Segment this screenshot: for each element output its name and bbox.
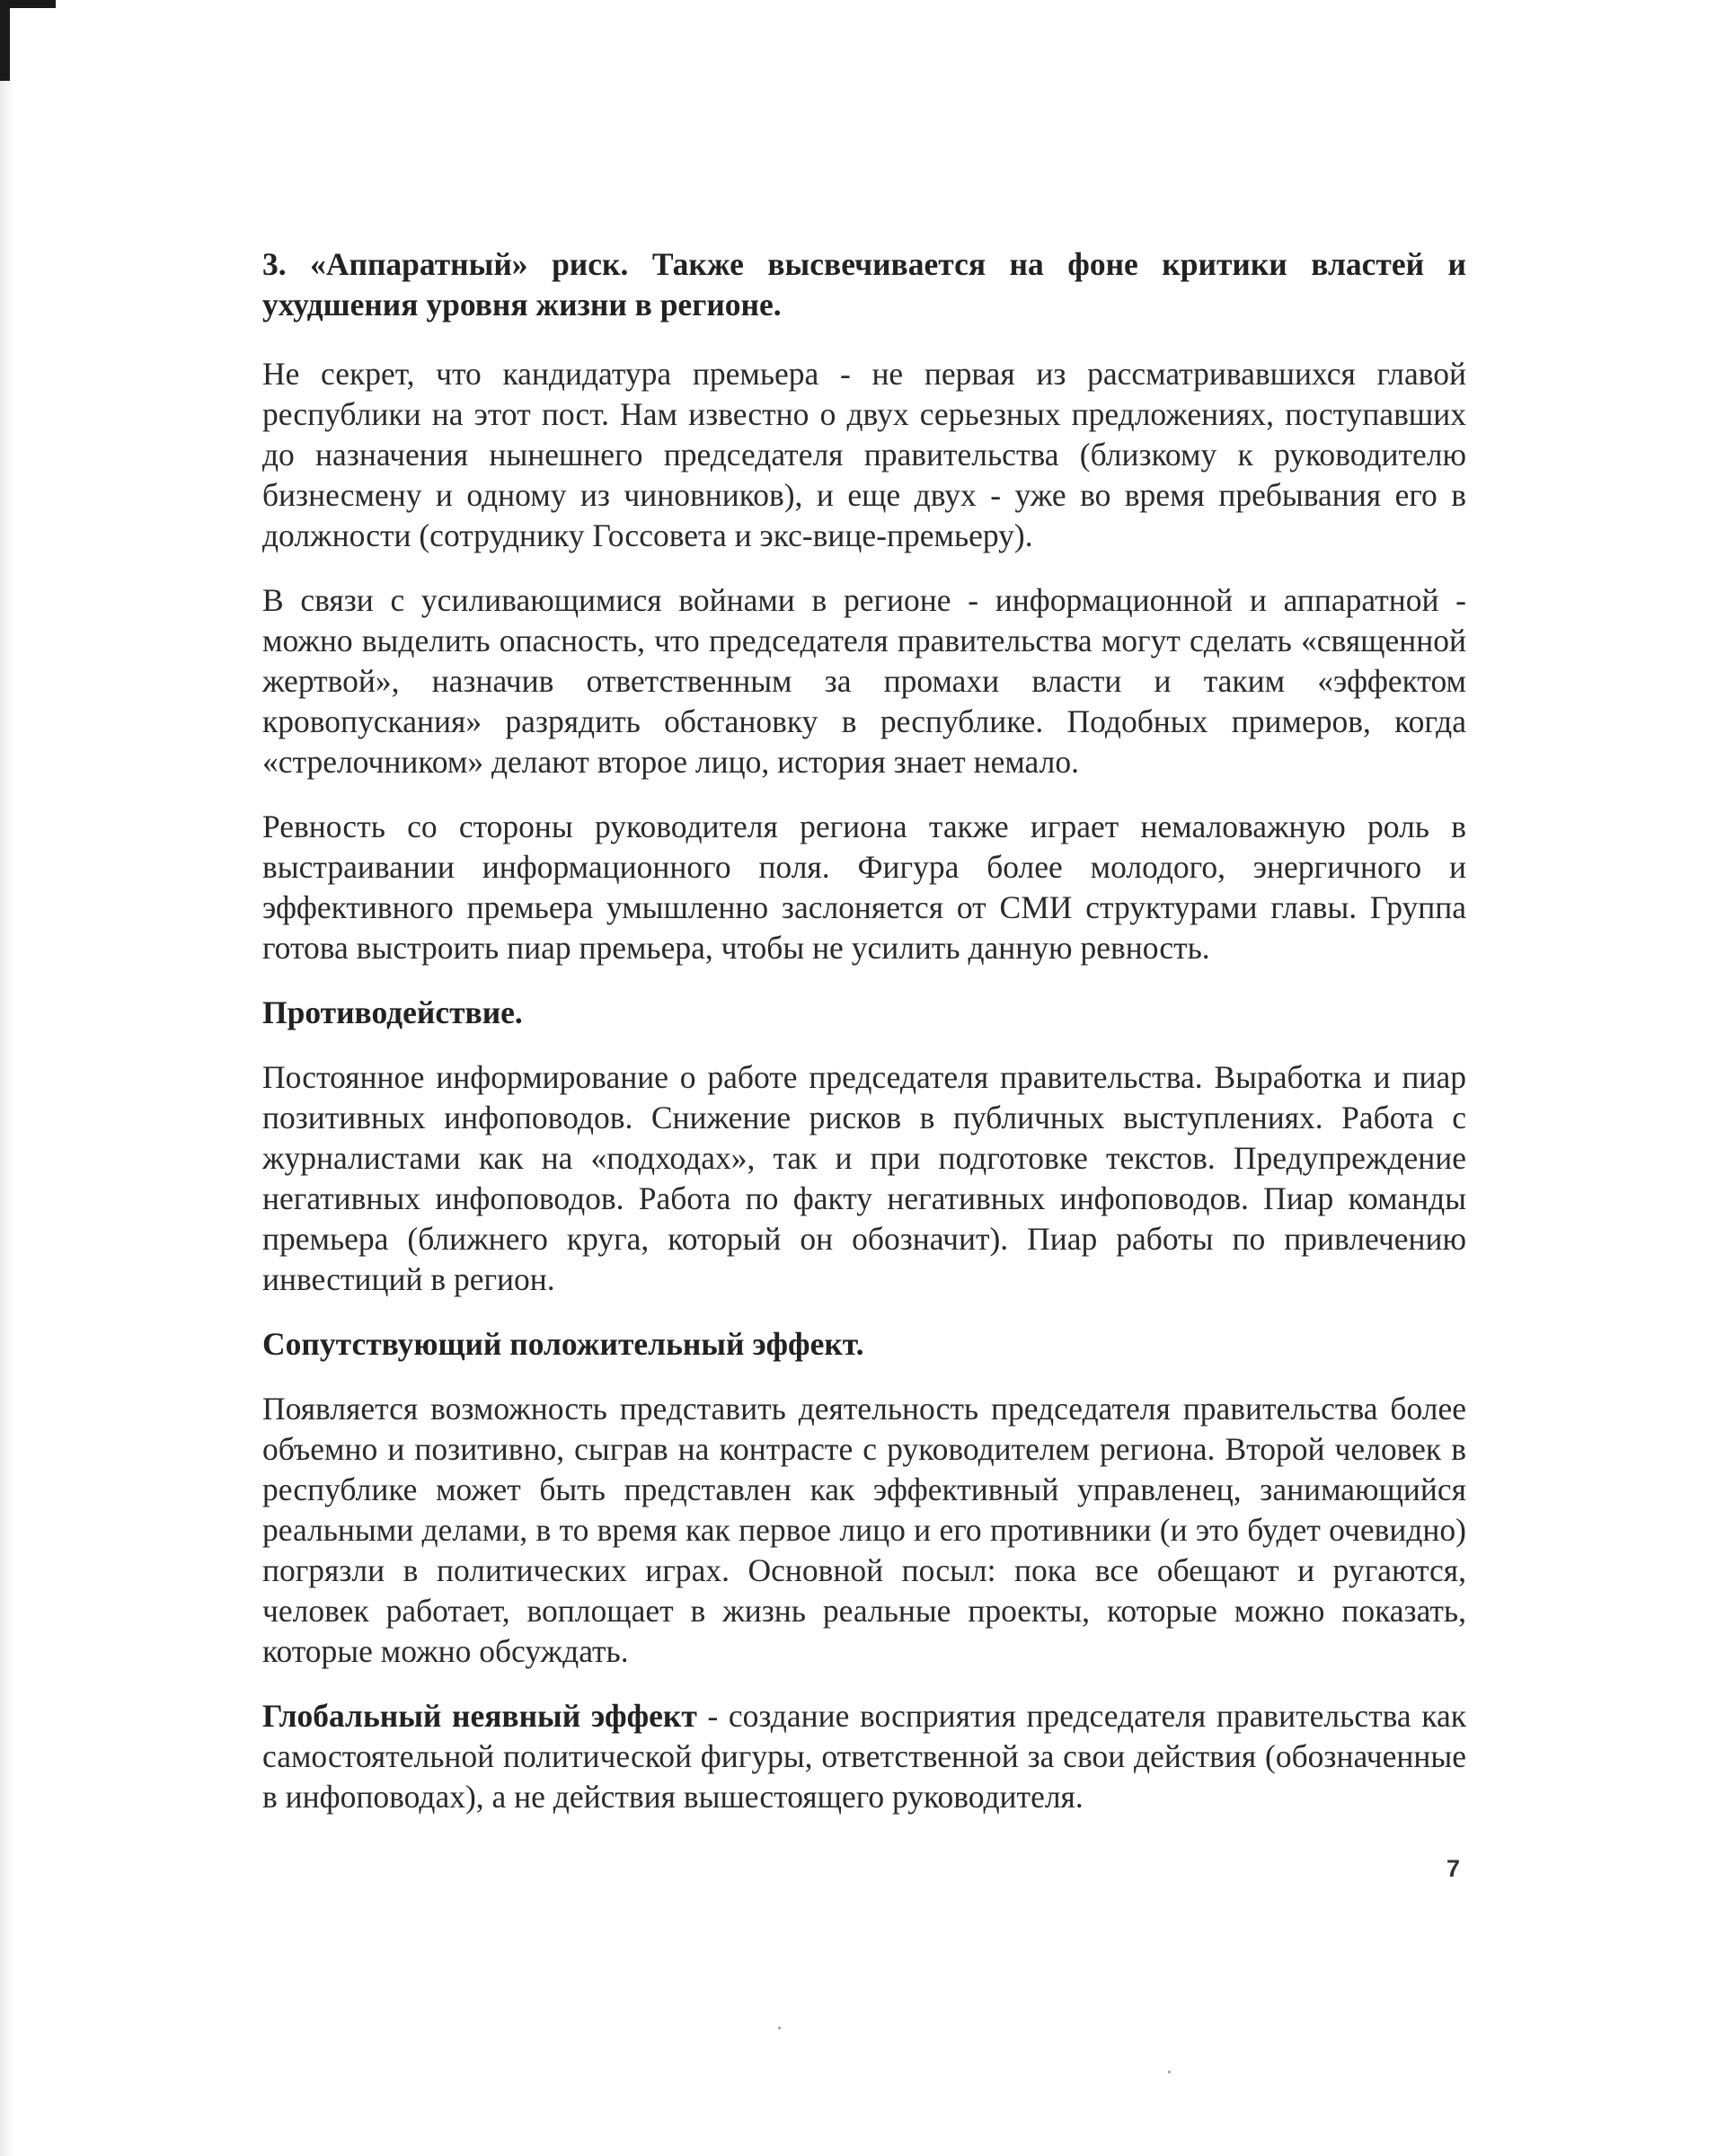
side-effect-text: Появляется возможность представить деятельность председателя правительства более объемно и позитивно, сыграв на контрасте с руководителем региона. Второй человек в республике может быть представлен как эффективный управленец, занимающийся реальными делами, в то время как первое лицо и его противники (и это будет очевидно) погрязли в политических играх. Основной посыл: пока все обещают и ругаются, человек работает, воплощает в жизнь реальные проекты, которые можно показать, которые можно обсуждать. (262, 1391, 1466, 1669)
corner-mark-vertical (0, 0, 10, 81)
document-body (262, 244, 1466, 1842)
global-effect-paragraph (262, 1696, 1466, 1817)
side-effect-heading: Сопутствующий положительный эффект. (262, 1326, 864, 1362)
scan-speck (1168, 2071, 1171, 2073)
scan-speck (778, 2027, 781, 2029)
counteraction-text: Постоянное информирование о работе председателя правительства. Выработка и пиар позитивных инфоповодов. Снижение рисков в публичных выступлениях. Работа с журналистами как на «подходах», так и при подготовке текстов. Предупреждение негативных инфоповодов. Работа по факту негативных инфоповодов. Пиар команды премьера (ближнего круга, который он обозначит). Пиар работы по привлечению инвестиций в регион. (262, 1059, 1466, 1297)
scan-corner-mark (0, 0, 22, 86)
paragraph-candidacy: Не секрет, что кандидатура премьера - не первая из рассматривавшихся главой республики на этот пост. Нам известно о двух серьезных предложениях, поступавших до назначения нынешнего председателя правительства (близкому к руководителю бизнесмену и одному из чиновников), и еще двух - уже во время пребывания его в должности (сотруднику Госсовета и экс-вице-премьеру). (262, 356, 1466, 553)
paragraph-jealousy: Ревность со стороны руководителя региона также играет немаловажную роль в выстраивании информационного поля. Фигура более молодого, энергичного и эффективного премьера умышленно заслоняется от СМИ структурами главы. Группа готова выстроить пиар премьера, чтобы не усилить данную ревность. (262, 808, 1466, 966)
scan-edge (0, 0, 14, 2156)
page-number: 7 (1446, 1855, 1461, 1882)
paragraph-wars: В связи с усиливающимися войнами в регионе - информационной и аппаратной - можно выделить опасность, что председателя правительства могут сделать «священной жертвой», назначив ответственным за промахи власти и таким «эффектом кровопускания» разрядить обстановку в республике. Подобных примеров, когда «стрелочником» делают второе лицо, история знает немало. (262, 582, 1466, 780)
section-heading: 3. «Аппаратный» риск. Также высвечивается на фоне критики властей и ухудшения уровня жизни в регионе. (262, 246, 1466, 323)
global-effect-label: Глобальный неявный эффект (262, 1698, 697, 1734)
global-effect-text: - создание восприятия председателя правительства как самостоятельной политической фигуры, ответственной за свои действия (обозначенные в инфоповодах), а не действия вышестоящего руководителя. (262, 1698, 1466, 1815)
counteraction-heading: Противодействие. (262, 994, 523, 1030)
